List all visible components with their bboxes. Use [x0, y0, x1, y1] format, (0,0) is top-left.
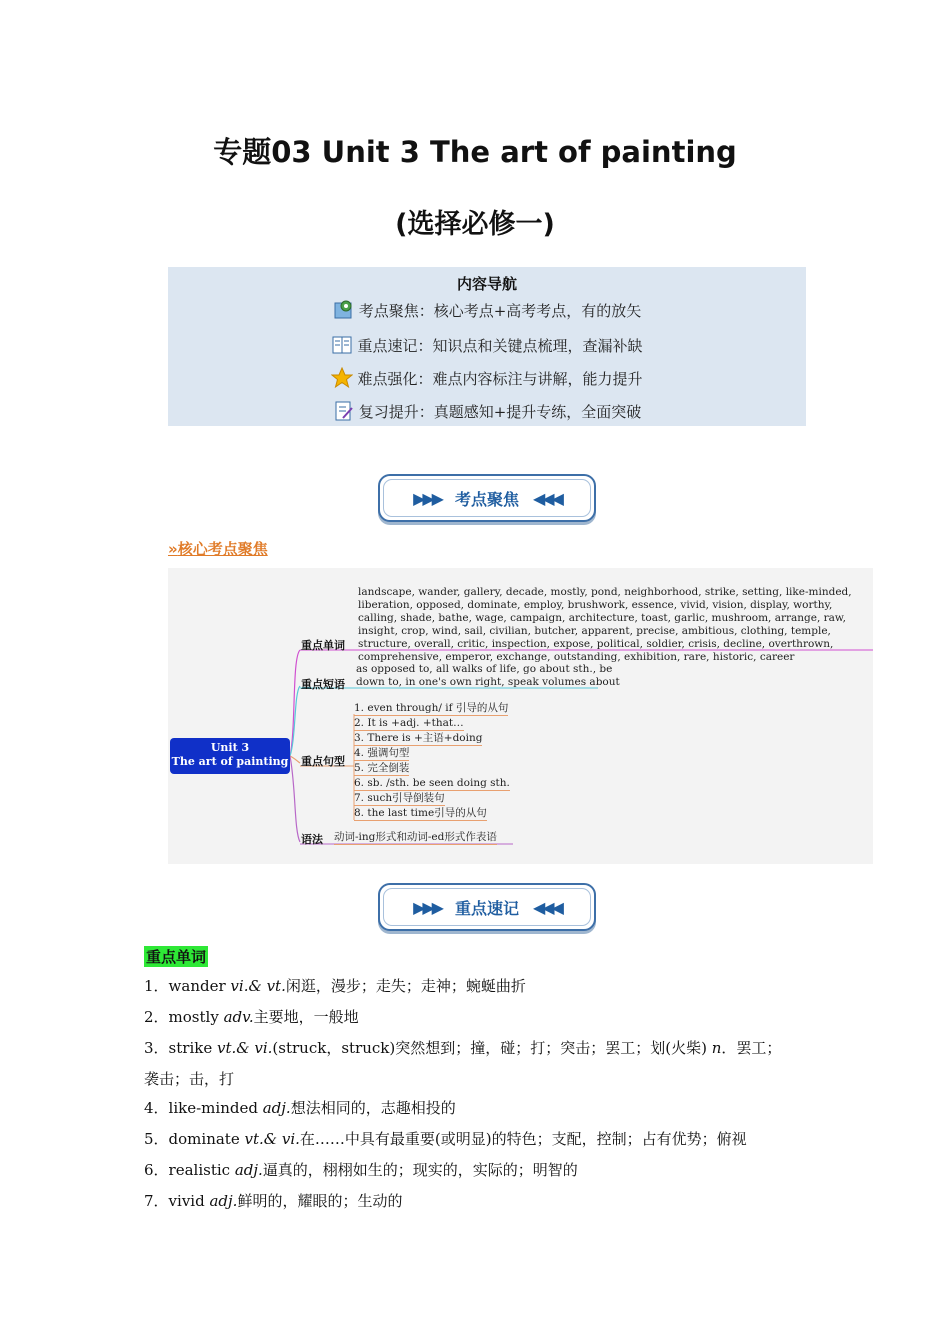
key-words-list: landscape, wander, gallery, decade, mostly, pond, neighborhood, strike, setting, like-minded, liberation, opposed, dominate, employ, brushwork, essence, vivid, vision, display, worthy, calling, shade, bathe, wage, campaign, architecture, toast, garlic, mushroom, arrange, raw, insight, crop, wind, sail, civilian, butcher, apparent, precise, ambitious, clothing, temple, structure, overall, critic, inspection, expose, political, soldier, crisis, decline, overthrown, comprehensive, emperor, exchange, outstanding, exhibition, rare, historic, career — [358, 586, 852, 663]
book-icon — [331, 334, 353, 360]
right-arrows-icon: ▶▶▶ — [413, 897, 441, 917]
nav-row-text: 难点强化：难点内容标注与讲解，能力提升 — [357, 370, 643, 388]
content-navigation — [168, 267, 806, 426]
sentence-item: 2. It is +adj. +that… — [354, 717, 464, 729]
section-banner-focus — [378, 474, 596, 522]
key-words-tag: 重点单词 — [146, 948, 207, 966]
vocab-item: 2．mostly adv.主要地，一般地 — [144, 1008, 359, 1026]
map-icon — [333, 299, 355, 325]
branch-key-words: 重点单词 — [301, 639, 345, 652]
nav-row-notes — [168, 334, 806, 360]
star-icon — [331, 367, 353, 393]
section-banner-notes — [378, 883, 596, 931]
core-focus-link[interactable] — [168, 538, 268, 559]
sentence-item: 4. 强调句型 — [354, 747, 410, 759]
left-arrows-icon: ◀◀◀ — [533, 897, 561, 917]
nav-row-text: 复习提升：真题感知+提升专练，全面突破 — [358, 403, 642, 421]
nav-row-text: 考点聚焦：核心考点+高考考点，有的放矢 — [358, 302, 642, 320]
document-title: 专题03 Unit 3 The art of painting — [213, 135, 737, 169]
branch-key-phrases: 重点短语 — [301, 678, 345, 691]
key-phrases-line1: as opposed to, all walks of life, go about sth., be — [356, 663, 613, 675]
nav-heading: 内容导航 — [456, 275, 517, 293]
vocab-item: 7．vivid adj.鲜明的，耀眼的；生动的 — [144, 1192, 403, 1210]
left-arrows-icon: ◀◀◀ — [533, 488, 561, 508]
vocab-item: 6．realistic adj.逼真的，栩栩如生的；现实的，实际的；明智的 — [144, 1161, 578, 1179]
key-phrases-line2: down to, in one's own right, speak volumes about — [356, 676, 620, 688]
double-chevron-icon: » — [168, 540, 178, 558]
branch-key-sentences: 重点句型 — [301, 755, 345, 768]
core-focus-label: 核心考点聚焦 — [177, 540, 268, 558]
banner-label: 重点速记 — [454, 898, 519, 918]
branch-grammar: 语法 — [301, 833, 323, 846]
sentence-item: 8. the last time引导的从句 — [354, 807, 487, 819]
nav-row-focus — [168, 299, 806, 325]
document-subtitle: (选择必修一) — [395, 209, 555, 240]
sentence-item: 5. 完全倒装 — [354, 762, 410, 774]
grammar-item: 动词-ing形式和动词-ed形式作表语 — [334, 831, 497, 843]
sentence-item: 1. even through/ if 引导的从句 — [354, 702, 509, 714]
vocab-item: 3．strike vt.& vi.(struck，struck)突然想到；撞，碰；打；突击；罢工；划(火柴) n．罢工； — [144, 1039, 782, 1057]
nav-row-review — [168, 400, 806, 426]
mind-map — [168, 568, 873, 864]
vocab-item: 5．dominate vt.& vi.在……中具有最重要(或明显)的特色；支配，控制；占有优势；俯视 — [144, 1130, 747, 1148]
sentence-item: 7. such引导倒装句 — [354, 792, 445, 804]
vocab-item: 4．like-minded adj.想法相同的，志趣相投的 — [144, 1099, 456, 1117]
banner-label: 考点聚焦 — [454, 489, 519, 509]
sentence-item: 6. sb. /sth. be seen doing sth. — [354, 777, 510, 789]
nav-row-text: 重点速记：知识点和关键点梳理，查漏补缺 — [357, 337, 643, 355]
mind-map-root: Unit 3 The art of painting — [170, 738, 290, 774]
sentence-item: 3. There is +主语+doing — [354, 732, 483, 744]
vocab-item-continuation: 袭击；击，打 — [144, 1070, 235, 1088]
nav-row-difficulty — [168, 367, 806, 393]
right-arrows-icon: ▶▶▶ — [413, 488, 441, 508]
vocab-item: 1．wander vi.& vt.闲逛，漫步；走失；走神；蜿蜒曲折 — [144, 977, 526, 995]
edit-icon — [333, 400, 355, 426]
